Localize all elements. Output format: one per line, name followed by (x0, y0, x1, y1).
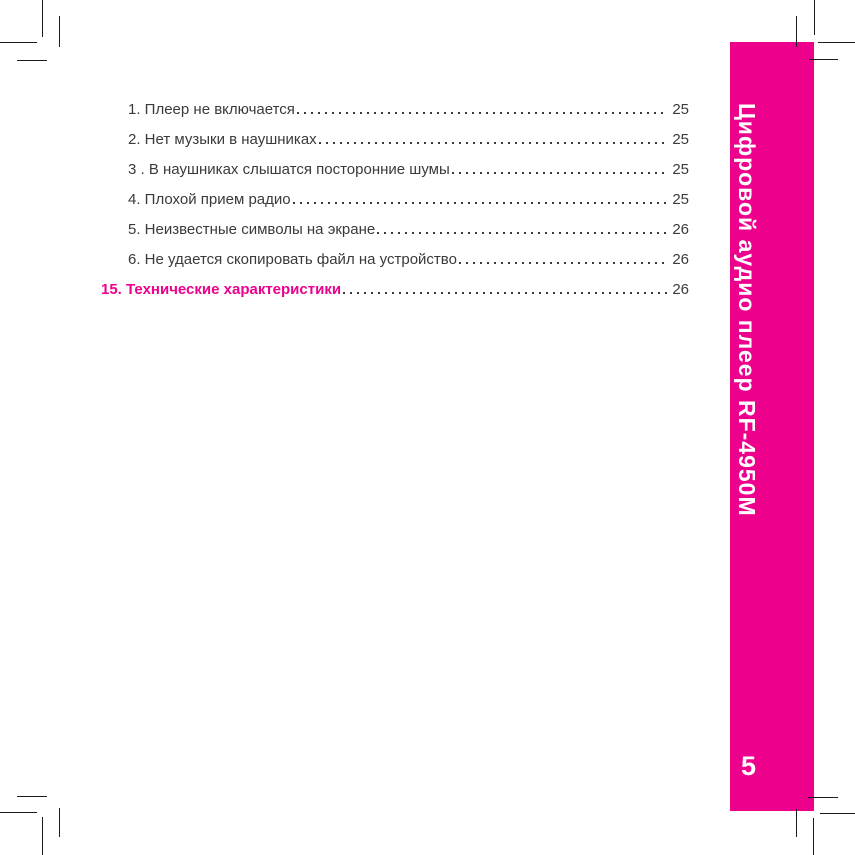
crop-mark (818, 42, 855, 43)
toc-entry-2 (101, 132, 689, 162)
toc-page-number: 26 (672, 251, 689, 268)
toc-entry-6 (101, 252, 689, 282)
toc-entry-3 (101, 162, 689, 192)
toc-page-number: 25 (672, 161, 689, 178)
toc-page-number: 26 (672, 281, 689, 298)
crop-mark (59, 808, 60, 837)
table-of-contents (101, 102, 689, 312)
toc-entry-label: 6. Не удается скопировать файл на устройство (128, 251, 457, 268)
crop-mark (42, 0, 43, 37)
crop-mark (809, 59, 838, 60)
crop-mark (813, 818, 814, 855)
dot-leader (297, 112, 668, 114)
sidebar-title: Цифровой аудио плеер RF-4950M (734, 103, 760, 517)
toc-entry-label: 3 . В наушниках слышатся посторонние шумы (128, 161, 450, 178)
toc-entry-15 (101, 282, 689, 312)
dot-leader (459, 262, 668, 264)
toc-entry-1 (101, 102, 689, 132)
toc-entry-label: 2. Нет музыки в наушниках (128, 131, 317, 148)
dot-leader (377, 232, 668, 234)
dot-leader (319, 142, 669, 144)
sidebar-tab (730, 42, 814, 811)
crop-mark (796, 809, 797, 837)
toc-entry-label: 15. Технические характеристики (101, 281, 342, 298)
toc-entry-4 (101, 192, 689, 222)
dot-leader (452, 172, 669, 174)
toc-page-number: 26 (672, 221, 689, 238)
crop-mark (796, 16, 797, 47)
dot-leader (293, 202, 669, 204)
toc-page-number: 25 (672, 131, 689, 148)
toc-page-number: 25 (672, 191, 689, 208)
crop-mark (808, 797, 838, 798)
toc-entry-label: 1. Плеер не включается (128, 101, 295, 118)
dot-leader (343, 292, 668, 294)
toc-page-number: 25 (672, 101, 689, 118)
crop-mark (42, 817, 43, 855)
crop-mark (17, 60, 47, 61)
toc-entry-5 (101, 222, 689, 252)
toc-entry-label: 5. Неизвестные символы на экране (128, 221, 376, 238)
crop-mark (17, 796, 47, 797)
crop-mark (820, 813, 855, 814)
crop-mark (0, 812, 37, 813)
crop-mark (0, 42, 37, 43)
crop-mark (59, 16, 60, 47)
page-number-badge: 5 (741, 751, 757, 781)
toc-entry-label: 4. Плохой прием радио (128, 191, 291, 208)
crop-mark (814, 0, 815, 35)
